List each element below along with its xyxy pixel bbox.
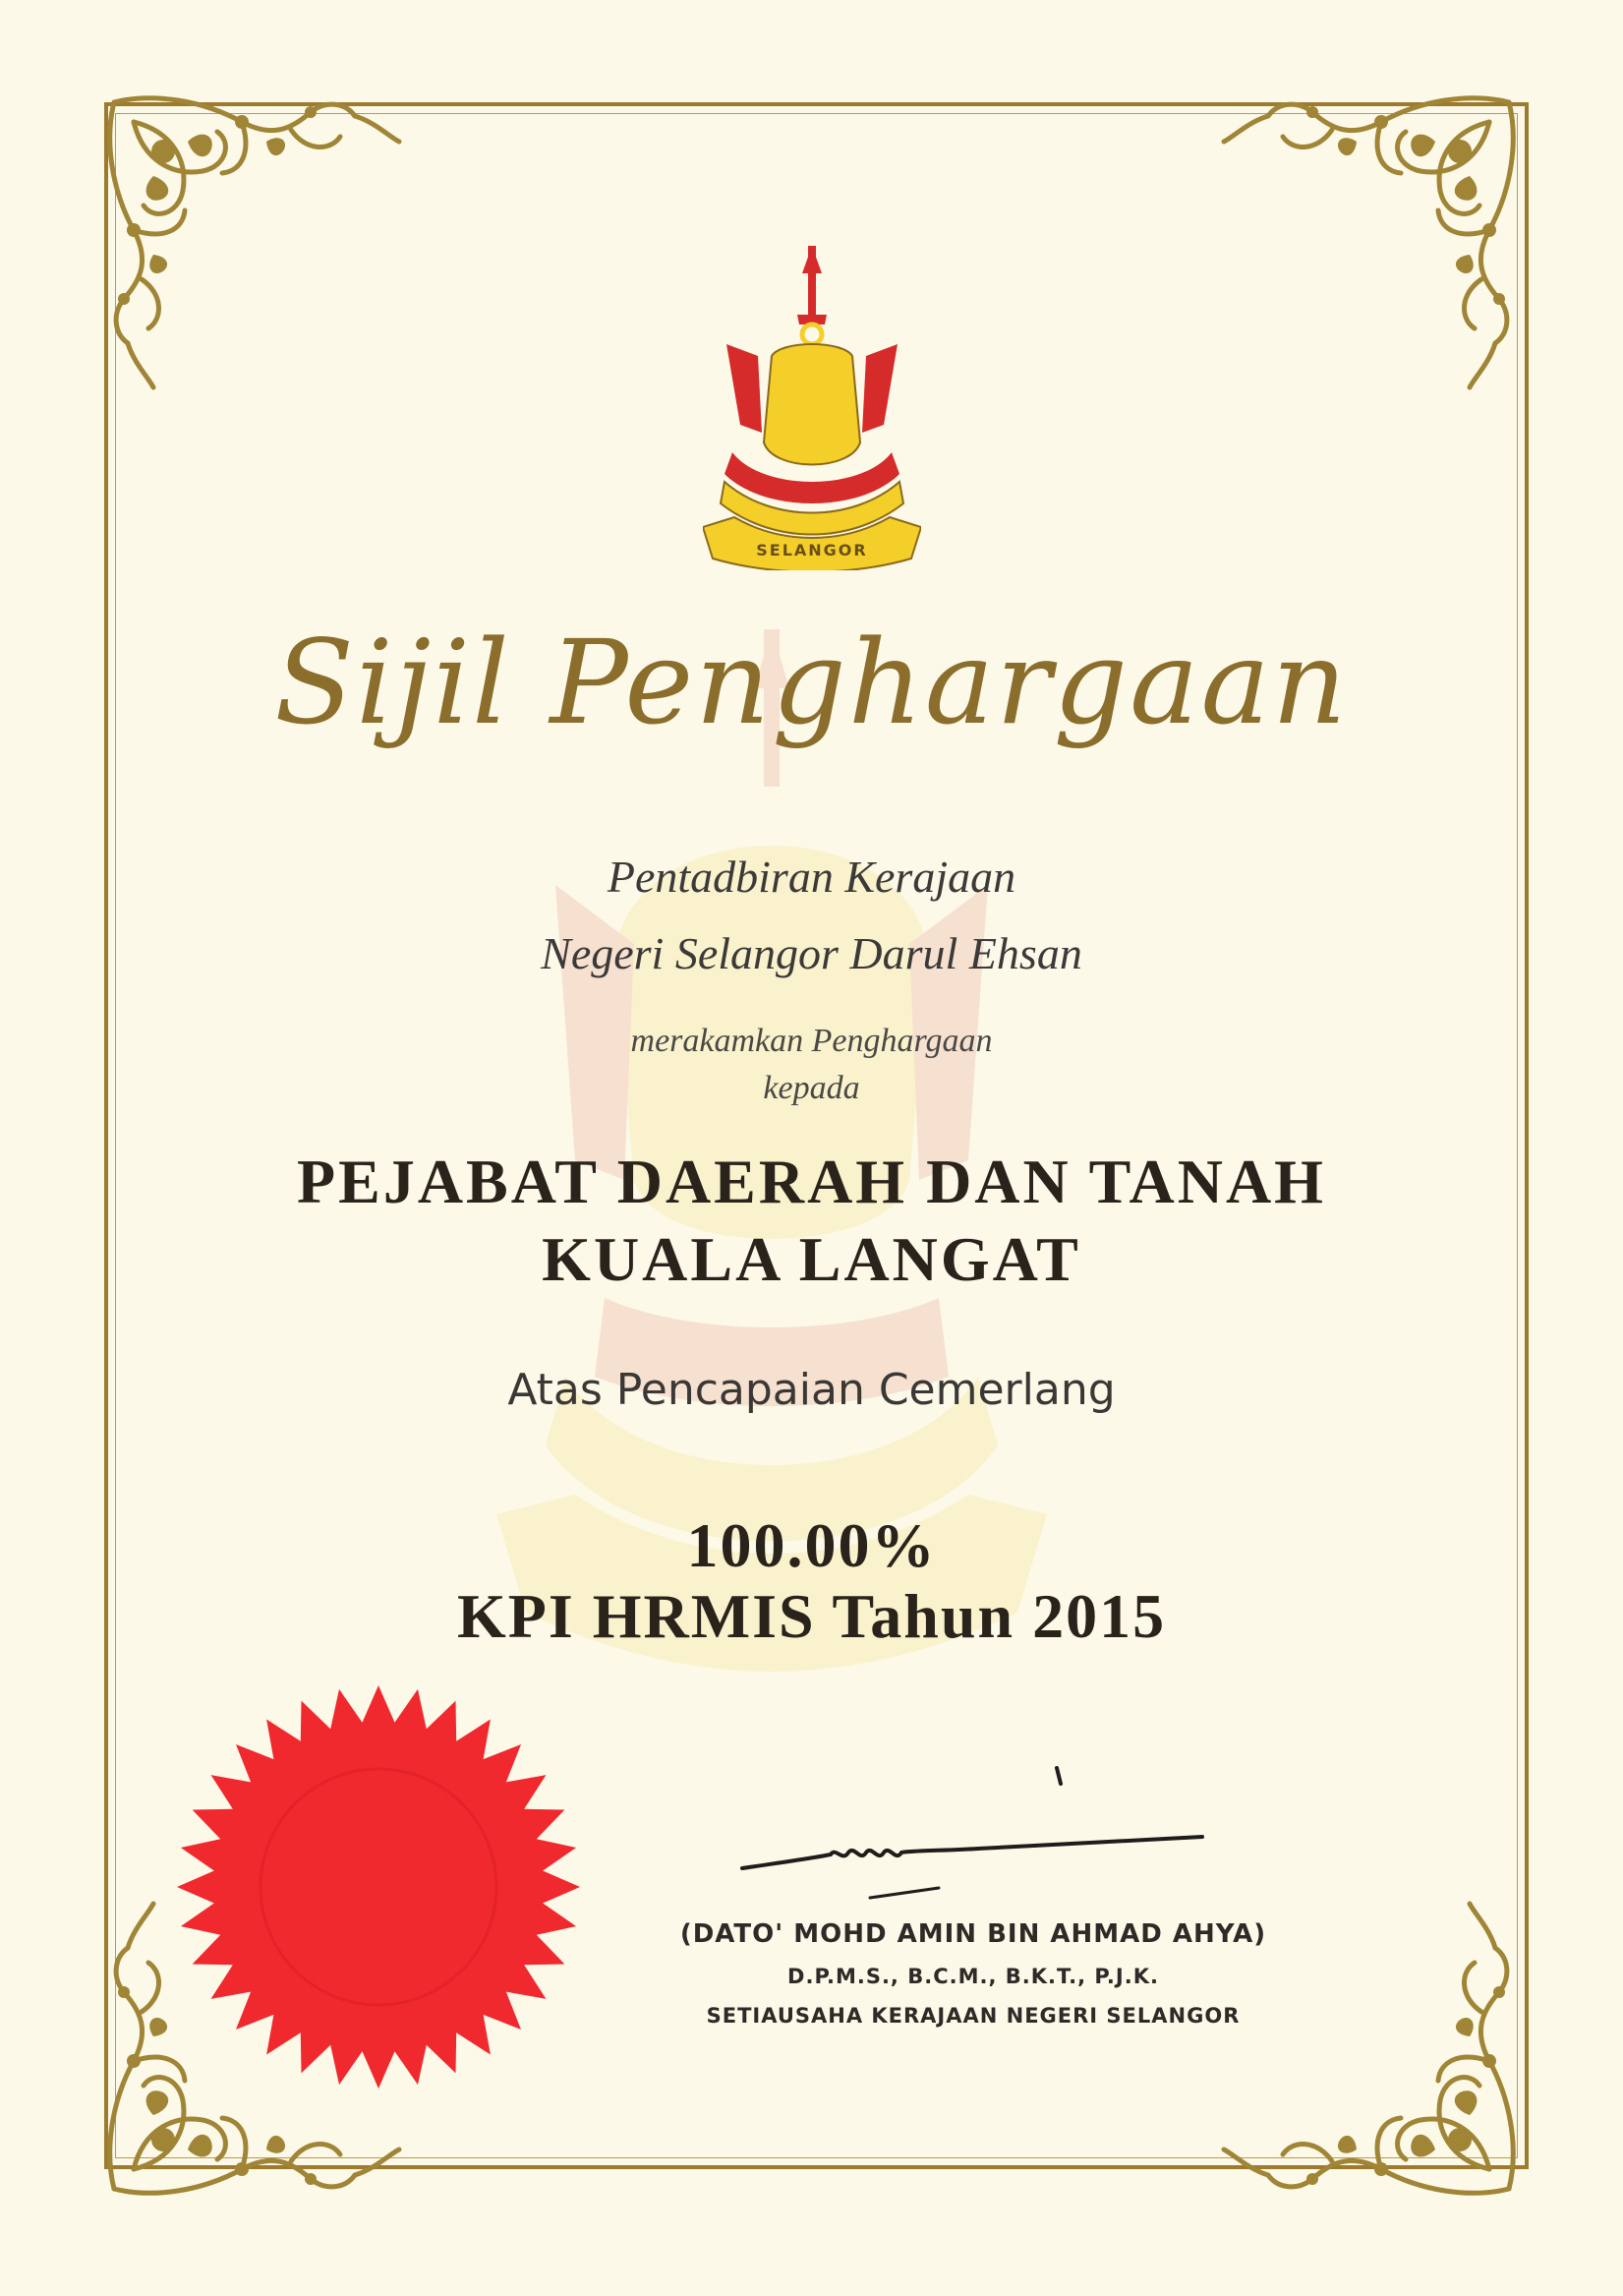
- issuer-line-1: Pentadbiran Kerajaan: [607, 852, 1016, 902]
- seal-starburst: [177, 1685, 580, 2089]
- achievement-value: 100.00%: [686, 1510, 937, 1580]
- handwritten-signature: [723, 1760, 1224, 1908]
- issuer-line-2: Negeri Selangor Darul Ehsan: [541, 928, 1082, 978]
- selangor-crest-icon: [703, 246, 921, 570]
- achievement-title: KPI HRMIS Tahun 2015: [456, 1581, 1167, 1651]
- red-seal-icon: [175, 1683, 582, 2090]
- signatory-honours: D.P.M.S., B.C.M., B.K.T., P.J.K.: [787, 1965, 1159, 1988]
- phrase-line-1: merakamkan Penghargaan: [630, 1023, 993, 1059]
- achievement-reason: Atas Pencapaian Cemerlang: [507, 1365, 1116, 1415]
- signatory-position: SETIAUSAHA KERAJAAN NEGERI SELANGOR: [706, 2004, 1241, 2028]
- certificate-title: Sijil Penghargaan: [274, 615, 1349, 750]
- recipient-line-1: PEJABAT DAERAH DAN TANAH: [297, 1147, 1326, 1216]
- crest-label: SELANGOR: [756, 541, 868, 559]
- signatory-name: (DATO' MOHD AMIN BIN AHMAD AHYA): [679, 1919, 1267, 1949]
- corner-ornament-icon: [94, 83, 419, 407]
- corner-ornament-icon: [1204, 83, 1529, 407]
- phrase-line-2: kepada: [763, 1070, 860, 1106]
- recipient-line-2: KUALA LANGAT: [542, 1224, 1081, 1294]
